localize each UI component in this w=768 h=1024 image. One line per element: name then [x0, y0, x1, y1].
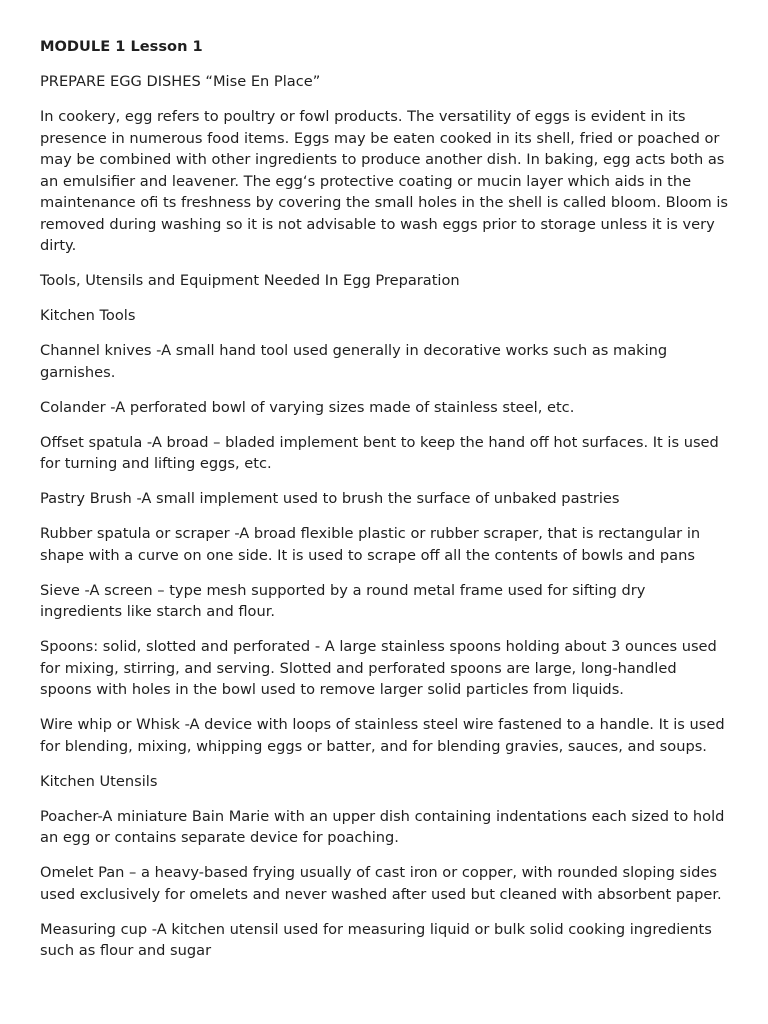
tools-heading: Tools, Utensils and Equipment Needed In Egg Preparation	[40, 272, 460, 289]
lesson-title: PREPARE EGG DISHES “Mise En Place”	[40, 73, 321, 90]
tool-item-wire-whip: Wire whip or Whisk -A device with loops of stainless steel wire fastened to a handle. It is used for blending, mixing, whipping eggs or batter, and for blending gravies, sauces, and soups.	[40, 716, 725, 755]
utensil-item-poacher: Poacher-A miniature Bain Marie with an upper dish containing indentations each sized to hold an egg or contains separate device for poaching.	[40, 807, 725, 846]
tool-item-channel-knives: Channel knives -A small hand tool used generally in decorative works such as making garnishes.	[40, 342, 668, 381]
tool-item-colander: Colander -A perforated bowl of varying sizes made of stainless steel, etc.	[40, 398, 575, 416]
tool-item-pastry-brush: Pastry Brush -A small implement used to brush the surface of unbaked pastries	[40, 490, 620, 507]
kitchen-utensils-heading: Kitchen Utensils	[40, 772, 158, 790]
document-page	[40, 36, 732, 975]
module-title: MODULE 1 Lesson 1	[40, 38, 203, 55]
tool-item-spoons: Spoons: solid, slotted and perforated - A large stainless spoons holding about 3 ounces used for mixing, stirring, and serving. Slotted and perforated spoons are large, long-handled spoons with holes in the bowl used to remove larger solid particles from liquids.	[40, 638, 717, 698]
tool-item-rubber-spatula: Rubber spatula or scraper -A broad flexible plastic or rubber scraper, that is rectangular in shape with a curve on one side. It is used to scrape off all the contents of bowls and pans	[40, 525, 701, 564]
utensil-item-omelet-pan: Omelet Pan – a heavy-based frying usually of cast iron or copper, with rounded sloping sides used exclusively for omelets and never washed after used but cleaned with absorbent paper.	[40, 864, 722, 903]
tool-item-sieve: Sieve -A screen – type mesh supported by a round metal frame used for sifting dry ingredients like starch and flour.	[40, 581, 646, 620]
kitchen-tools-heading: Kitchen Tools	[40, 307, 136, 324]
intro-paragraph: In cookery, egg refers to poultry or fowl products. The versatility of eggs is evident in its presence in numerous food items. Eggs may be eaten cooked in its shell, fried or poached or may be combined with other ingredients to produce another dish. In baking, egg acts both as an emulsifier and leavener. The egg‘s protective coating or mucin layer which aids in the maintenance ofi ts freshness by covering the small holes in the shell is called bloom. Bloom is removed during washing so it is not advisable to wash eggs prior to storage unless it is very dirty.	[40, 108, 729, 254]
utensil-item-measuring-cup: Measuring cup -A kitchen utensil used for measuring liquid or bulk solid cooking ingredients such as flour and sugar	[40, 920, 712, 959]
tool-item-offset-spatula: Offset spatula -A broad – bladed implement bent to keep the hand off hot surfaces. It is used for turning and lifting eggs, etc.	[40, 433, 719, 472]
